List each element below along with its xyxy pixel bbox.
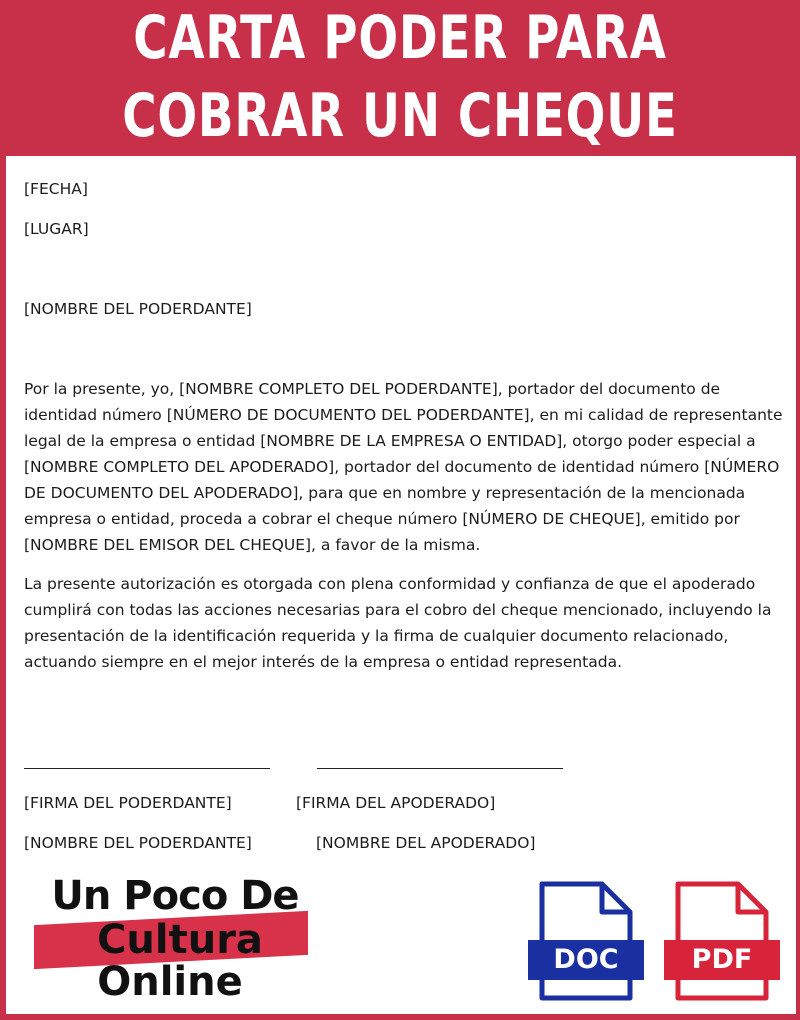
title-line-2: COBRAR UN CHEQUE — [122, 81, 678, 151]
download-pdf-button[interactable] — [664, 880, 780, 1004]
grantor-signature-label: [FIRMA DEL PODERDANTE] — [24, 794, 232, 812]
date-placeholder: [FECHA] — [24, 180, 88, 198]
download-doc-button[interactable] — [528, 880, 644, 1004]
attorney-name-label: [NOMBRE DEL APODERADO] — [316, 834, 536, 852]
body-paragraph-1: Por la presente, yo, [NOMBRE COMPLETO DEL PODERDANTE], portador del documento de identidad número [NÚMERO DE DOCUMENTO DEL PODERDANTE], en mi calidad de representante legal de la empresa o entidad [NOMBRE DE LA EMPRESA O ENTIDAD], otorgo poder especial a [NOMBRE COMPLETO DEL APODERADO], portador del documento de identidad número [NÚMERO DE DOCUMENTO DEL APODERADO], para que en nombre y representación de la mencionada empresa o entidad, proceda a cobrar el cheque número [NÚMERO DE CHEQUE], emitido por [NOMBRE DEL EMISOR DEL CHEQUE], a favor de la misma. — [24, 380, 783, 554]
logo-text-line-1: Un Poco De — [51, 873, 299, 919]
title-line-1: CARTA PODER PARA — [133, 3, 667, 73]
doc-label: DOC — [553, 944, 619, 975]
place-placeholder: [LUGAR] — [24, 220, 89, 238]
body-paragraph-2: La presente autorización es otorgada con plena conformidad y confianza de que el apoderado cumplirá con todas las acciones necesarias para el cobro del cheque mencionado, incluyendo la presentación de la identificación requerida y la firma de cualquier documento relacionado, actuando siempre en el mejor interés de la empresa o entidad representada. — [24, 575, 772, 671]
grantor-name-label: [NOMBRE DEL PODERDANTE] — [24, 834, 252, 852]
attorney-signature-line — [317, 768, 563, 770]
grantor-name-placeholder: [NOMBRE DEL PODERDANTE] — [24, 300, 252, 318]
site-logo[interactable] — [30, 868, 320, 1008]
grantor-signature-line — [24, 768, 270, 770]
logo-text-line-2: Cultura — [97, 917, 263, 963]
attorney-signature-label: [FIRMA DEL APODERADO] — [296, 794, 496, 812]
page-header — [0, 0, 800, 156]
logo-text-line-3: Online — [97, 959, 243, 1005]
pdf-label: PDF — [691, 944, 753, 975]
